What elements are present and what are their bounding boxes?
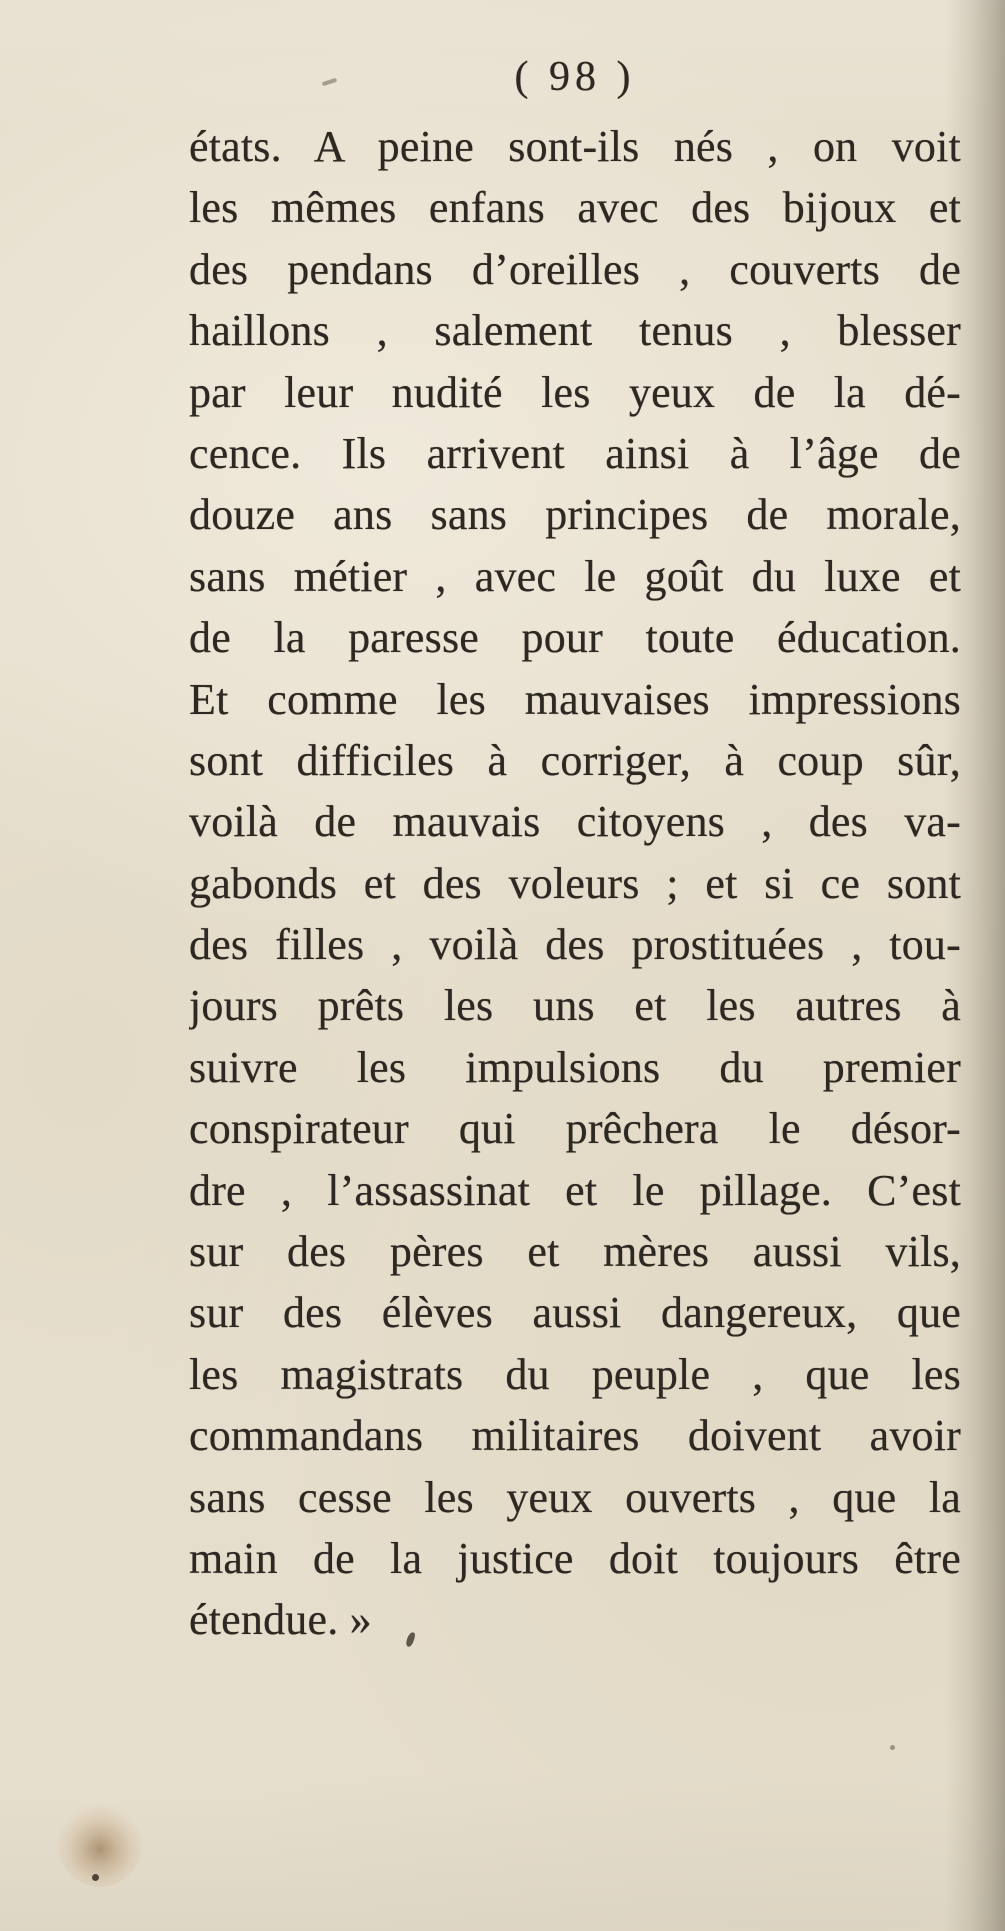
text-line: haillons , salement tenus , blesser [189, 306, 961, 356]
body-text [189, 116, 961, 1651]
text-line: les mêmes enfans avec des bijoux et [189, 183, 961, 233]
text-line: états. A peine sont-ils nés , on voit [189, 122, 961, 171]
text-line-last: étendue. » [189, 1595, 372, 1645]
text-line: sans cesse les yeux ouverts , que la [189, 1472, 961, 1522]
text-line: cence. Ils arrivent ainsi à l’âge de [189, 428, 961, 478]
text-line: suivre les impulsions du premier [189, 1042, 961, 1092]
text-line: sur des pères et mères aussi vils, [189, 1227, 961, 1277]
text-line: dre , l’assassinat et le pillage. C’est [189, 1165, 961, 1215]
text-line: par leur nudité les yeux de la dé- [189, 367, 961, 417]
text-line: voilà de mauvais citoyens , des va- [189, 797, 961, 847]
page-number: ( 98 ) [514, 54, 636, 100]
text-line: les magistrats du peuple , que les [189, 1349, 961, 1399]
text-line: sur des élèves aussi dangereux, que [189, 1288, 961, 1338]
text-line: des pendans d’oreilles , couverts de [189, 244, 961, 294]
ink-speck-tiny [890, 1745, 895, 1750]
text-line: gabonds et des voleurs ; et si ce sont [189, 858, 961, 908]
text-line: des filles , voilà des prostituées , tou- [189, 920, 961, 970]
ink-speck [92, 1874, 99, 1881]
text-line: jours prêts les uns et les autres à [189, 981, 961, 1031]
text-line: Et comme les mauvaises impressions [189, 674, 961, 724]
text-line: conspirateur qui prêchera le désor- [189, 1104, 961, 1154]
text-line: sont difficiles à corriger, à coup sûr, [189, 735, 961, 785]
text-line: sans métier , avec le goût du luxe et [189, 551, 961, 601]
paper-stain [58, 1803, 142, 1887]
text-line: de la paresse pour toute éducation. [189, 613, 961, 663]
text-line: douze ans sans principes de morale, [189, 490, 961, 540]
text-line: main de la justice doit toujours être [189, 1533, 961, 1583]
text-line: commandans militaires doivent avoir [189, 1411, 961, 1461]
